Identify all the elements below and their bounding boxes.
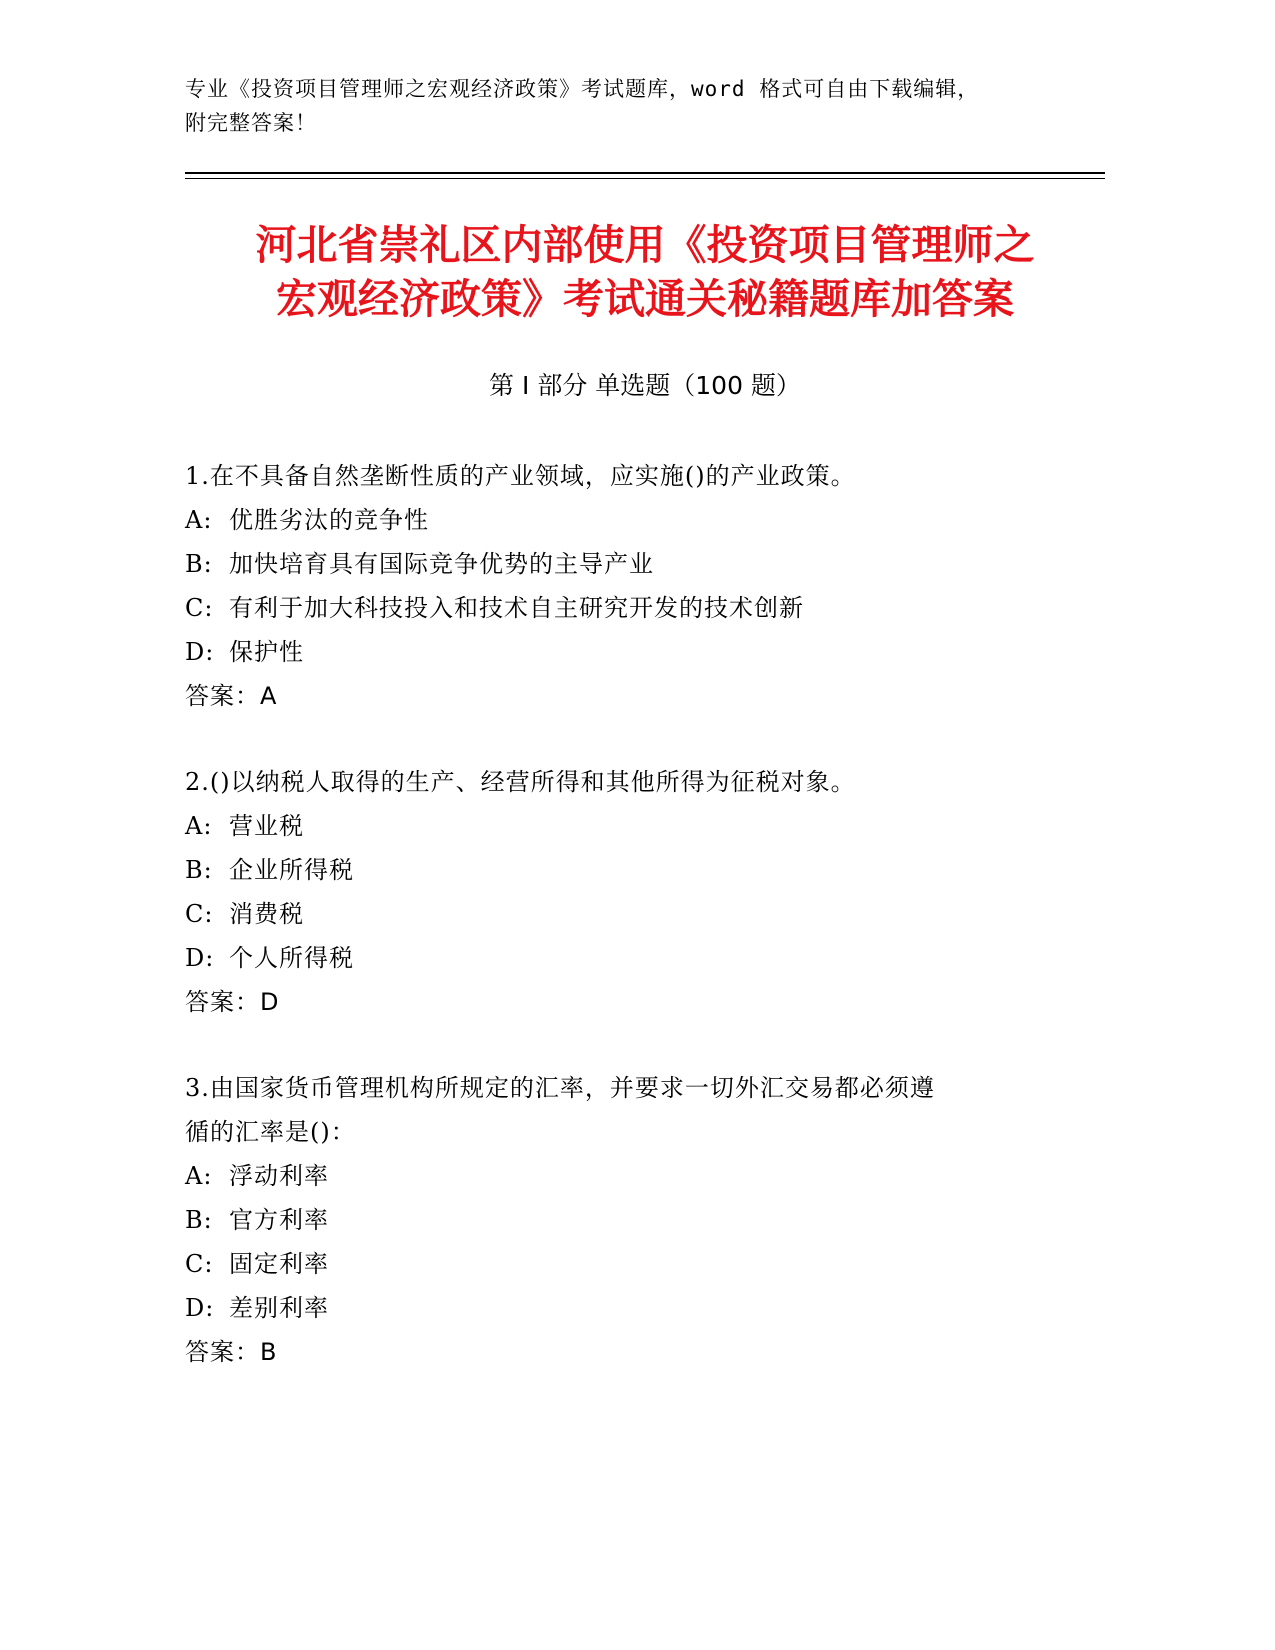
- option-letter: B:: [185, 1206, 213, 1234]
- section-heading: 第 I 部分 单选题（100 题）: [489, 371, 801, 400]
- question-item: [185, 760, 1105, 1024]
- header-note-line: 附完整答案！: [185, 111, 317, 135]
- option-c: [185, 1242, 1105, 1286]
- title-line: 河北省崇礼区内部使用《投资项目管理师之: [255, 221, 1035, 269]
- option-text: 加快培育具有国际竞争优势的主导产业: [229, 550, 654, 578]
- option-a: [185, 804, 1105, 848]
- option-letter: D:: [185, 944, 215, 972]
- answer-line: 答案：D: [185, 988, 280, 1016]
- option-text: 消费税: [229, 900, 304, 928]
- question-item: [185, 454, 1105, 718]
- option-letter: A:: [185, 812, 213, 840]
- question-stem: 3.由国家货币管理机构所规定的汇率，并要求一切外汇交易都必须遵: [185, 1074, 935, 1102]
- title-line: 宏观经济政策》考试通关秘籍题库加答案: [276, 275, 1014, 323]
- option-letter: D:: [185, 638, 215, 666]
- option-letter: A:: [185, 506, 213, 534]
- option-text: 浮动利率: [229, 1162, 329, 1190]
- option-letter: C:: [185, 594, 214, 622]
- option-d: [185, 936, 1105, 980]
- option-a: [185, 1154, 1105, 1198]
- option-text: 个人所得税: [229, 944, 354, 972]
- option-text: 优胜劣汰的竞争性: [229, 506, 429, 534]
- header-note: [185, 72, 1105, 140]
- option-d: [185, 630, 1105, 674]
- option-b: [185, 542, 1105, 586]
- answer-line: 答案：A: [185, 682, 278, 710]
- option-letter: A:: [185, 1162, 213, 1190]
- option-text: 有利于加大科技投入和技术自主研究开发的技术创新: [229, 594, 804, 622]
- question-stem: 循的汇率是()：: [185, 1118, 356, 1146]
- question-stem: 2.()以纳税人取得的生产、经营所得和其他所得为征税对象。: [185, 768, 856, 796]
- option-b: [185, 848, 1105, 892]
- option-d: [185, 1286, 1105, 1330]
- option-c: [185, 586, 1105, 630]
- document-title: [140, 218, 1150, 326]
- option-text: 固定利率: [229, 1250, 329, 1278]
- option-text: 企业所得税: [229, 856, 354, 884]
- option-a: [185, 498, 1105, 542]
- option-b: [185, 1198, 1105, 1242]
- option-c: [185, 892, 1105, 936]
- header-rule: [185, 172, 1105, 174]
- answer-line: 答案：B: [185, 1338, 278, 1366]
- option-letter: B:: [185, 550, 213, 578]
- option-text: 官方利率: [229, 1206, 329, 1234]
- option-letter: B:: [185, 856, 213, 884]
- question-stem: 1.在不具备自然垄断性质的产业领域，应实施()的产业政策。: [185, 462, 856, 490]
- option-letter: D:: [185, 1294, 215, 1322]
- option-letter: C:: [185, 900, 214, 928]
- option-text: 保护性: [229, 638, 304, 666]
- option-text: 差别利率: [229, 1294, 329, 1322]
- option-text: 营业税: [229, 812, 304, 840]
- option-letter: C:: [185, 1250, 214, 1278]
- header-note-line: 专业《投资项目管理师之宏观经济政策》考试题库，word 格式可自由下载编辑，: [185, 77, 980, 101]
- question-list: [185, 454, 1105, 1374]
- question-item: [185, 1066, 1105, 1374]
- header-rule: [185, 178, 1105, 179]
